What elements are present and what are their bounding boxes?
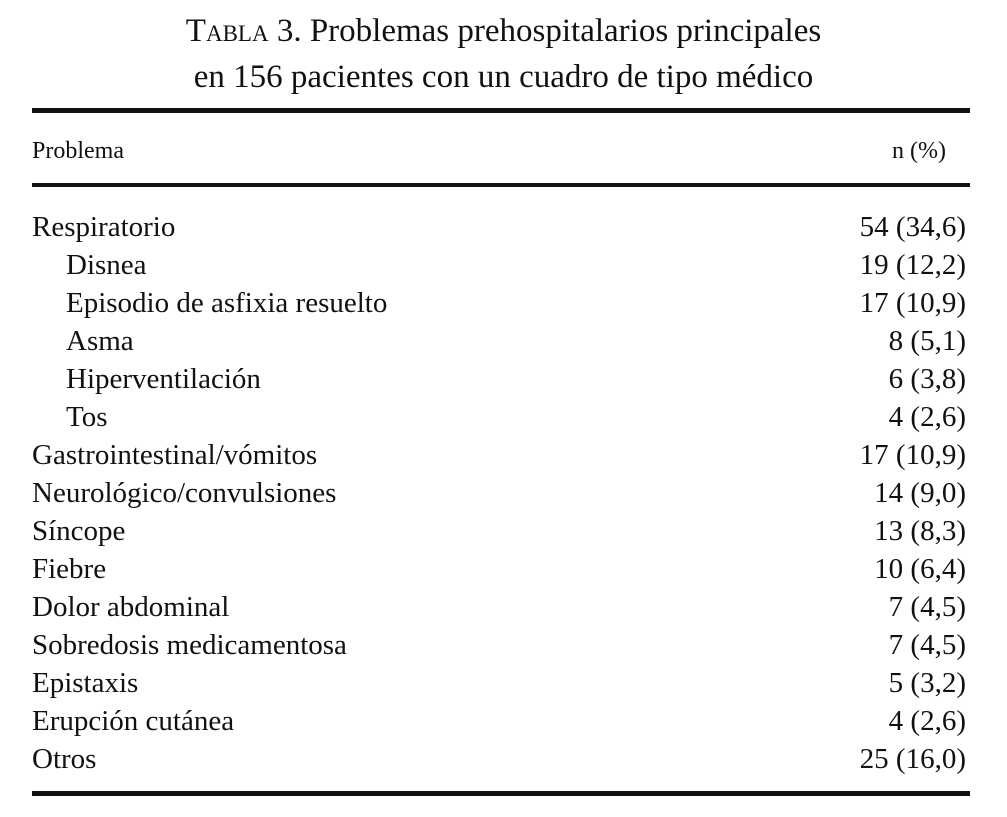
row-problem: Otros: [32, 743, 97, 775]
header-n-percent: n (%): [892, 138, 946, 164]
caption-line-2: en 156 pacientes con un cuadro de tipo médico: [193, 59, 814, 95]
row-value: 8 (5,1): [888, 325, 966, 357]
table-row: [32, 360, 970, 398]
row-problem: Neurológico/convulsiones: [32, 477, 337, 509]
row-value: 13 (8,3): [874, 515, 966, 547]
table-caption: [0, 8, 1007, 100]
row-problem: Hiperventilación: [66, 363, 261, 395]
row-problem: Gastrointestinal/vómitos: [32, 439, 318, 471]
caption-title-line1: Problemas prehospitalarios principales: [309, 13, 822, 49]
table-row: [32, 664, 970, 702]
caption-number: 3.: [276, 13, 302, 49]
caption-label-prefix: Tabla: [185, 13, 269, 49]
row-problem: Sobredosis medicamentosa: [32, 629, 347, 661]
bottom-rule: [32, 791, 970, 796]
row-problem: Epistaxis: [32, 667, 139, 699]
table-row: [32, 702, 970, 740]
row-problem: Síncope: [32, 515, 126, 547]
row-value: 7 (4,5): [888, 629, 966, 661]
table-row: [32, 284, 970, 322]
row-value: 4 (2,6): [888, 705, 966, 737]
table-row: [32, 512, 970, 550]
table-row: [32, 246, 970, 284]
row-value: 14 (9,0): [874, 477, 966, 509]
row-problem: Episodio de asfixia resuelto: [66, 287, 388, 319]
row-value: 5 (3,2): [888, 667, 966, 699]
row-problem: Asma: [66, 325, 134, 357]
header-rule: [32, 183, 970, 187]
row-value: 4 (2,6): [888, 401, 966, 433]
header-problem: Problema: [32, 138, 124, 164]
row-value: 25 (16,0): [859, 743, 966, 775]
row-problem: Fiebre: [32, 553, 107, 585]
row-problem: Disnea: [66, 249, 147, 281]
row-problem: Tos: [66, 401, 108, 433]
table-row: [32, 626, 970, 664]
table-row: [32, 474, 970, 512]
row-value: 17 (10,9): [859, 287, 966, 319]
row-problem: Dolor abdominal: [32, 591, 230, 623]
caption-line-1: [0, 8, 1007, 54]
table-body: [32, 208, 970, 778]
table-row: [32, 740, 970, 778]
row-problem: Erupción cutánea: [32, 705, 235, 737]
table-header: [32, 138, 970, 168]
top-rule: [32, 108, 970, 113]
table-row: [32, 550, 970, 588]
row-problem: Respiratorio: [32, 211, 176, 243]
row-value: 6 (3,8): [888, 363, 966, 395]
row-value: 17 (10,9): [859, 439, 966, 471]
table-row: [32, 208, 970, 246]
row-value: 7 (4,5): [888, 591, 966, 623]
row-value: 10 (6,4): [874, 553, 966, 585]
table-row: [32, 588, 970, 626]
row-value: 19 (12,2): [859, 249, 966, 281]
row-value: 54 (34,6): [859, 211, 966, 243]
table-row: [32, 322, 970, 360]
table-row: [32, 398, 970, 436]
table-row: [32, 436, 970, 474]
